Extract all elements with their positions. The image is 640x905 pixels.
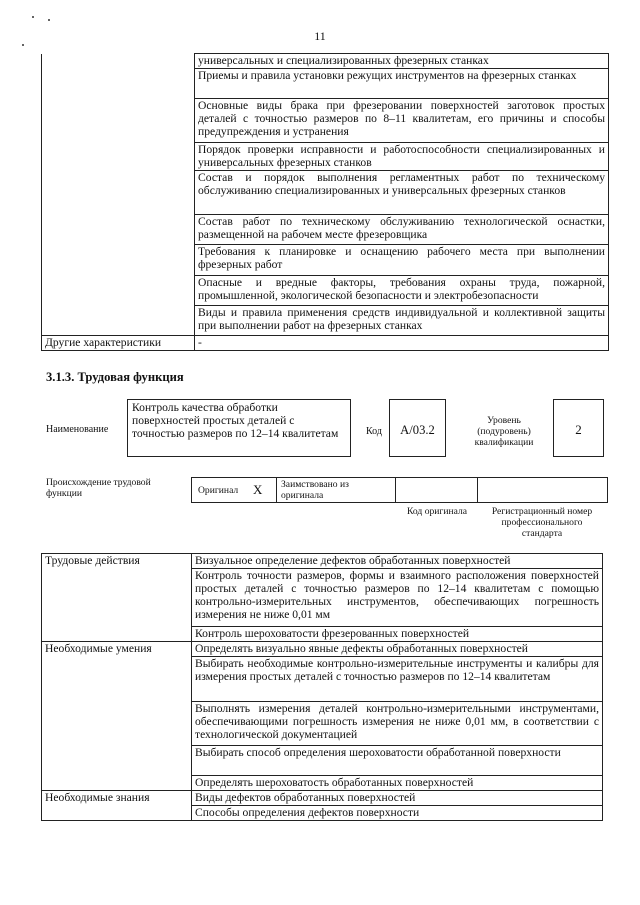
knowledge-item: Виды дефектов обработанных поверхностей — [192, 791, 603, 806]
table-cell-empty — [42, 657, 192, 702]
table-cell-empty — [42, 569, 192, 627]
knowledge-item: универсальных и специализированных фрезерных станках — [195, 54, 609, 69]
knowledge-item: Приемы и правила установки режущих инструментов на фрезерных станках — [195, 69, 609, 99]
knowledge-item: Порядок проверки исправности и работоспособности специализированных и универсальных фрезерных станков — [195, 143, 609, 171]
divider — [276, 477, 277, 503]
origin-box — [191, 477, 608, 503]
knowledge-item: Основные виды брака при фрезеровании поверхностей заготовок простых деталей с точностью размеров по 8–11 квалитетам, его причины и способы предупреждения и устранения — [195, 99, 609, 143]
name-label: Наименование — [46, 424, 109, 435]
knowledge-table — [41, 53, 609, 351]
skill-item: Определять визуально явные дефекты обработанных поверхностей — [192, 642, 603, 657]
divider — [395, 477, 396, 503]
skill-item: Выбирать способ определения шероховатости обработанной поверхности — [192, 746, 603, 776]
action-item: Визуальное определение дефектов обработанных поверхностей — [192, 554, 603, 569]
scan-speck — [32, 16, 34, 18]
function-code-value: А/03.2 — [400, 423, 435, 437]
page-number: 11 — [314, 29, 326, 43]
other-characteristics-value: - — [195, 336, 609, 351]
action-item: Контроль шероховатости фрезерованных поверхностей — [192, 627, 603, 642]
skills-label: Необходимые умения — [42, 642, 192, 657]
table-cell-empty — [42, 702, 192, 746]
table-cell-empty — [42, 276, 195, 306]
knowledge-item: Опасные и вредные факторы, требования охраны труда, пожарной, промышленной, экологической безопасности и электробезопасности — [195, 276, 609, 306]
table-cell-empty — [42, 99, 195, 143]
table-cell-empty — [42, 215, 195, 245]
knowledge-item: Виды и правила применения средств индивидуальной и коллективной защиты при выполнении работ на фрезерных станках — [195, 306, 609, 336]
divider — [477, 477, 478, 503]
knowledge-item: Состав работ по техническому обслуживанию технологической оснастки, размещенной на рабочем месте фрезеровщика — [195, 215, 609, 245]
code-original-label: Код оригинала — [406, 506, 468, 517]
table-cell-empty — [42, 746, 192, 776]
function-name-value: Контроль качества обработки поверхностей простых деталей с точностью размеров по 12–14 квалитетам — [132, 401, 339, 440]
section-heading: 3.1.3. Трудовая функция — [46, 370, 184, 384]
scan-speck — [48, 19, 50, 21]
table-cell-empty — [42, 54, 195, 69]
table-cell-empty — [42, 776, 192, 791]
origin-label: Происхождение трудовой функции — [46, 477, 151, 499]
scan-speck — [22, 44, 24, 46]
table-cell-empty — [42, 143, 195, 171]
table-cell-empty — [42, 69, 195, 99]
table-cell-empty — [42, 171, 195, 215]
actions-label: Трудовые действия — [42, 554, 192, 569]
other-characteristics-label: Другие характеристики — [42, 336, 195, 351]
knowledge-item: Состав и порядок выполнения регламентных работ по техническому обслуживанию специализированных и универсальных фрезерных станков — [195, 171, 609, 215]
original-label: Оригинал — [198, 485, 239, 496]
table-cell-empty — [42, 806, 192, 821]
skill-item: Определять шероховатость обработанных поверхностей — [192, 776, 603, 791]
code-label: Код — [366, 426, 382, 437]
function-code-box — [389, 399, 446, 457]
level-value: 2 — [575, 422, 582, 437]
function-name-box — [127, 399, 351, 457]
level-label: Уровень (подуровень) квалификации — [474, 415, 534, 448]
function-details-table — [41, 553, 603, 821]
skill-item: Выбирать необходимые контрольно-измерительные инструменты и калибры для измерения простых деталей с точностью размеров по 12–14 квалитетам — [192, 657, 603, 702]
table-cell-empty — [42, 245, 195, 276]
action-item: Контроль точности размеров, формы и взаимного расположения поверхностей простых деталей с точностью размеров по 12–14 квалитетам с помощью контрольно-измерительных инструментов, обеспечивающих погрешность измерения не ниже 0,01 мм — [192, 569, 603, 627]
knowledge-item: Способы определения дефектов поверхности — [192, 806, 603, 821]
knowledge-label: Необходимые знания — [42, 791, 192, 806]
level-box — [553, 399, 604, 457]
knowledge-item: Требования к планировке и оснащению рабочего места при выполнении фрезерных работ — [195, 245, 609, 276]
skill-item: Выполнять измерения деталей контрольно-измерительными инструментами, обеспечивающими погрешность измерения не ниже 0,01 мм, в соответствии с технологической документацией — [192, 702, 603, 746]
original-mark: X — [253, 482, 263, 497]
table-cell-empty — [42, 627, 192, 642]
borrowed-label: Заимствовано из оригинала — [281, 479, 349, 501]
table-cell-empty — [42, 306, 195, 336]
reg-number-label: Регистрационный номер профессионального стандарта — [491, 506, 593, 539]
